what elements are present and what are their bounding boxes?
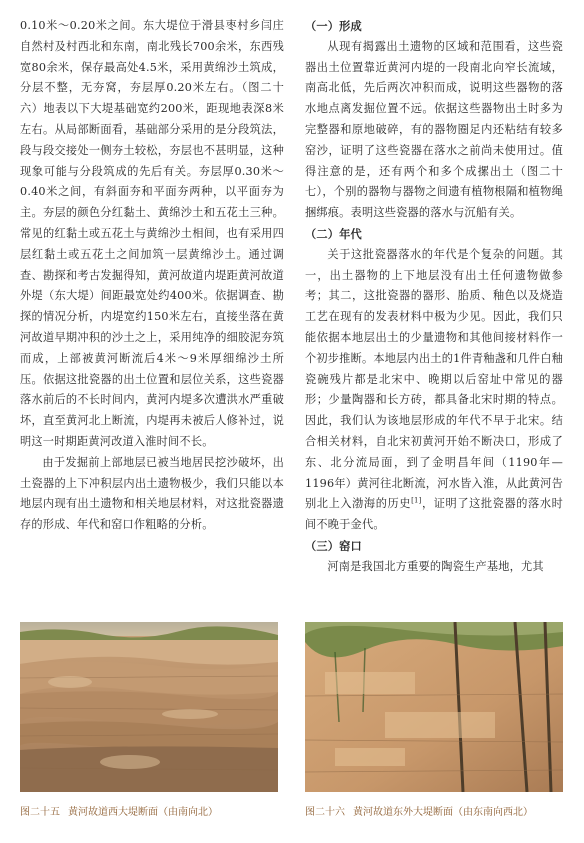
- section-heading-formation: （一）形成: [305, 19, 362, 33]
- body-paragraph: [305, 245, 563, 536]
- left-text-column: [20, 16, 284, 536]
- right-text-column: [305, 16, 563, 578]
- figure-photo-west-embankment: [20, 622, 278, 792]
- section-heading-kiln: （三）窑口: [305, 538, 362, 553]
- embankment-section-image: [20, 622, 278, 792]
- figure-number: 图二十六: [305, 807, 345, 818]
- figure-number: 图二十五: [20, 807, 60, 818]
- paragraph-text: ，证明了这批瓷器的落水时间不晚于金代。: [305, 497, 563, 532]
- citation-mark[interactable]: [1]: [411, 496, 422, 505]
- figure-caption-26: [305, 803, 533, 818]
- section-heading-date: （二）年代: [305, 226, 362, 241]
- body-paragraph: 从现有揭露出土遗物的区域和范围看，这些瓷器出土位置靠近黄河内堤的一段南北向窄长流域，南高北低，先后两次冲积而成，说明这些器物的落水地点离发掘位置不远。依据这些器物出土时多为完整器和原地破碎，有的器物圈足内还粘结有较多窑沙，证明了这些瓷器在落水之前尚未使用过。值得注意的是，还有两个和多个成摞出土（图二十七），个别的器物与器物之间遗有植物根隔和植物绳捆绑痕。表明这些瓷器的落水与沉船有关。: [305, 39, 563, 220]
- body-paragraph: 由于发掘前上部地层已被当地居民挖沙破坏，出土瓷器的上下冲积层内出土遗物极少，我们只能以本地层内现有出土遗物和相关地层材料，对这批瓷器遗存的形成、年代和窑口作粗略的分析。: [20, 455, 284, 532]
- embankment-section-image: [305, 622, 563, 792]
- paragraph-text: 关于这批瓷器落水的年代是个复杂的问题。其一，出土器物的上下地层没有出土任何遗物做参考；其二，这批瓷器的器形、胎质、釉色以及烧造工艺在现有的发表材料中极为少见。因此，我们只能依据本地层出土的少量遗物和其他间接材料作一个初步推断。本地层内出土的1件青釉盏和几件白釉瓷碗残片都是北宋中、晚期以后窑址中常见的器形；少量陶器和长方砖，都具备北宋时期的特点。因此，我们认为该地层形成的年代不早于北宋。结合相关材料，自北宋初黄河开始不断决口，形成了东、北分流局面，到了金明昌年间（1190年—1196年）黄河往北断流，河水皆入淮，从此黄河告别北上入渤海的历史: [305, 247, 563, 511]
- body-paragraph: 河南是我国北方重要的陶瓷生产基地，尤其: [327, 559, 544, 573]
- figure-caption-text: 黄河故道西大堤断面（由南向北）: [68, 807, 218, 818]
- body-paragraph: 0.10米～0.20米之间。东大堤位于滑县枣村乡闫庄自然村及村西北和东南，南北残长700余米，东西残宽80余米，保存最高处4.5米，采用黄绵沙土筑成，分层不整，无夯窝，夯层厚0.20米左右。（图二十六）地表以下大堤基础宽约200米，距现地表深8米左右。从局部断面看，基础部分采用的是分段筑法，段与段交接处一侧夯土较松，夯层也不甚明显，这种现象可能与分段筑成的先后有关。夯层厚0.30米～0.40米之间，有斜面夯和平面夯两种，以平面夯为主。夯层的颜色分红黏土、黄绵沙土和五花土三种。常见的红黏土或五花土与黄绵沙土相间，也有采用四层红黏土或五花土之间加筑一层黄绵沙土。通过调查、勘探和考古发掘得知，黄河故道内堤距黄河故道外堤（东大堤）间距最宽处约400米。依据调查、勘探的情况分析，内堤宽约150米左右，直接坐落在黄河故道早期冲积的沙土之上，采用纯净的细胶泥夯筑而成，上部被黄河断流后4米～9米厚细绵沙土所压。依据这批瓷器的出土位置和层位关系，这些瓷器落水前后的不长时间内，黄河内堤多次遭洪水严重破坏，直至黄河北上断流，内堤再未被后人修补过，说明这一时期距黄河改道入淮时间不长。: [20, 19, 284, 448]
- figure-caption-text: 黄河故道东外大堤断面（由东南向西北）: [353, 807, 533, 818]
- figure-caption-25: [20, 803, 218, 818]
- figure-photo-east-embankment: [305, 622, 563, 792]
